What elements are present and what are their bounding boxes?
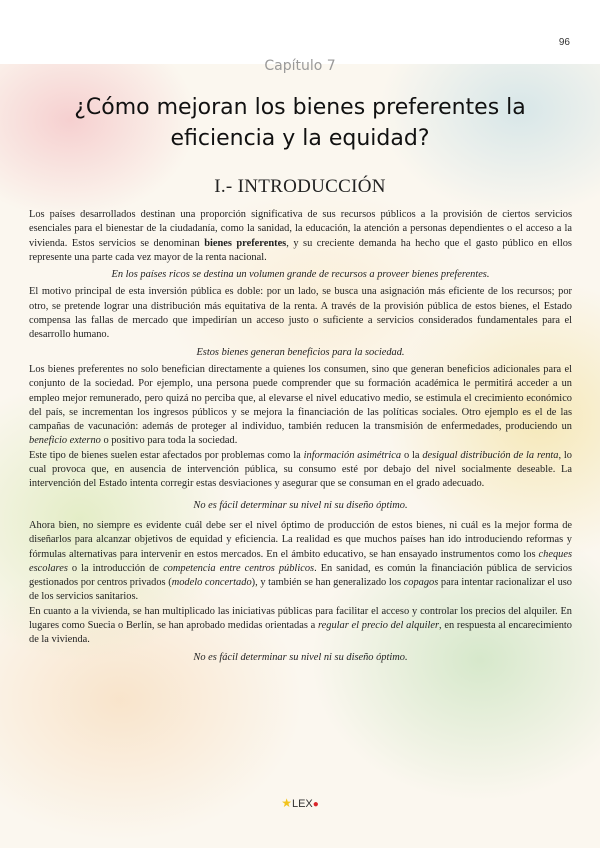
paragraph-5: Ahora bien, no siempre es evidente cuál debe ser el nivel óptimo de producción de estos bienes, ni cuál es la mejor forma de diseñarlos para alcanzar objetivos de equidad y eficiencia. La realidad es que muchos países han ido introduciendo reformas y fórmulas alternativas para intervenir en estos mercados. En el ámbito educativo, se han ensayado instrumentos como los cheques escolares o la introducción de competencia entre centros públicos. En sanidad, es común la financiación pública de servicios gestionados por centros privados (modelo concertado), y también se han generalizado los copagos para intentar racionalizar el uso de los servicios sanitarios. (29, 519, 572, 603)
logo-text: LEX (291, 798, 313, 810)
paragraph-2: El motivo principal de esta inversión pública es doble: por un lado, se busca una asignación más eficiente de los recursos; por otro, se pretende lograr una distribución más equitativa de la renta. A través de la provisión pública de estos bienes, el Estado compensa las fallas de mercado que impedirían un acceso justo o suficiente a servicios considerados fundamentales para el desarrollo humano. (29, 286, 572, 341)
header-band (0, 0, 600, 64)
paragraph-1: Los países desarrollados destinan una proporción significativa de sus recursos públicos a la provisión de ciertos servicios esenciales para el bienestar de la ciudadanía, como la sanidad, la educación, la atención a personas dependientes o el acceso a la vivienda. Estos servicios se denominan bienes preferentes, y su creciente demanda ha hecho que el gasto público en ellos represente una parte cada vez mayor de la renta nacional. (29, 209, 572, 263)
callout-4: No es fácil determinar su nivel ni su diseño óptimo. (193, 651, 408, 663)
paragraph-3: Los bienes preferentes no solo benefician directamente a quienes los consumen, sino que generan beneficios adicionales para el conjunto de la sociedad. Por ejemplo, una persona puede comprender que su formación académica le permitirá acceder a un empleo mejor remunerado, pero quizá no perciba que, al elevarse el nivel educativo medio, se estimula el crecimiento económico del país, se incrementan los ingresos públicos y se mejora la financiación de las políticas sociales. Otro ejemplo es el de las campañas de vacunación: además de proteger al individuo, también reducen la transmisión de enfermedades, produciendo un beneficio externo o positivo para toda la sociedad. (29, 363, 572, 447)
section-heading: I.- INTRODUCCIÓN (214, 176, 386, 197)
paragraph-6: En cuanto a la vivienda, se han multiplicado las iniciativas públicas para facilitar el acceso y controlar los precios del alquiler. En lugares como Suecia o Berlín, se han aprobado medidas orientadas a regular el precio del alquiler, en respuesta al encarecimiento de la vivienda. (29, 605, 572, 646)
callout-1: En los países ricos se destina un volumen grande de recursos a proveer bienes preferentes. (111, 269, 490, 281)
page-title: ¿Cómo mejoran los bienes preferentes la eficiencia y la equidad? (74, 95, 526, 151)
page-number: 96 (558, 37, 570, 48)
chapter-label: Capítulo 7 (264, 58, 336, 74)
paragraph-4: Este tipo de bienes suelen estar afectados por problemas como la información asimétrica o la desigual distribución de la renta, lo cual provoca que, en ausencia de intervención pública, su consumo esté por debajo del nivel socialmente deseable. La intervención del Estado intenta corregir estas desviaciones y asegurar que se consuman en el grado adecuado. (29, 449, 573, 490)
callout-2: Estos bienes generan beneficios para la sociedad. (196, 346, 405, 358)
footer-logo (0, 796, 600, 810)
callout-3: No es fácil determinar su nivel ni su diseño óptimo. (193, 499, 408, 511)
drop-icon: ● (312, 799, 319, 810)
bold-term: bienes preferentes (204, 237, 287, 249)
body-text (29, 208, 572, 668)
star-icon: ★ (281, 796, 292, 810)
